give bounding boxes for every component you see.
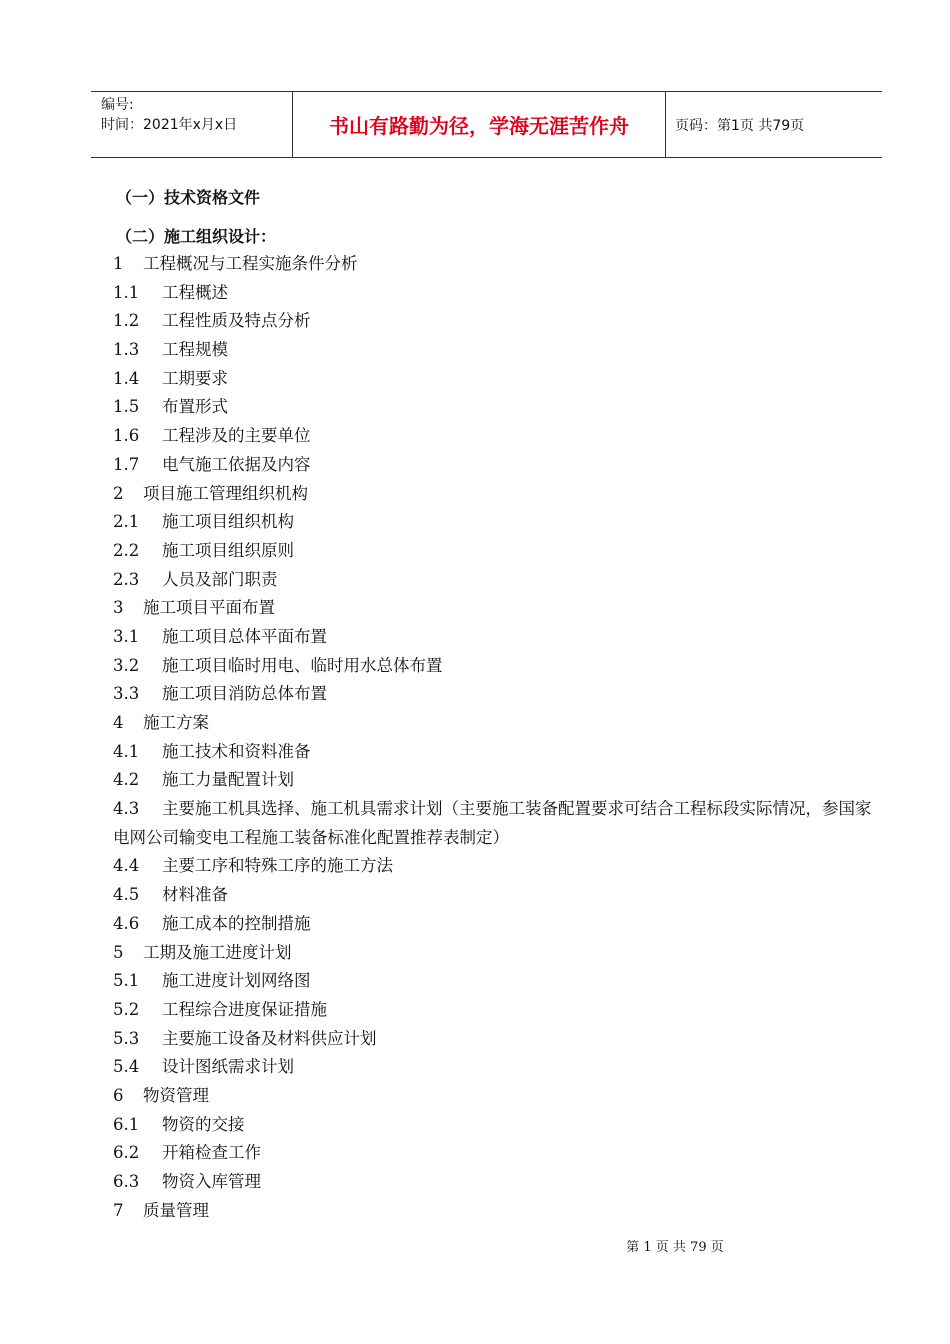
toc-item-number: 2.1 (113, 512, 140, 532)
toc-item-title: 物资的交接 (162, 1114, 245, 1134)
toc-item-title: 施工成本的控制措施 (162, 913, 311, 933)
toc-item-number: 3.1 (113, 626, 140, 646)
toc-item (113, 967, 873, 996)
section-heading-tech-docs: （一）技术资格文件 (116, 188, 261, 207)
toc-item-title: 布置形式 (162, 397, 228, 417)
toc-item-number: 5.3 (113, 1028, 140, 1048)
toc-item (113, 393, 873, 422)
toc-item-number: 5 (113, 942, 124, 962)
toc-item-title: 施工力量配置计划 (162, 770, 294, 790)
toc-item-number: 1.5 (113, 397, 140, 417)
toc-item-title: 施工技术和资料准备 (162, 741, 311, 761)
header-divider (665, 92, 666, 157)
toc-item-title: 材料准备 (162, 885, 228, 905)
toc-item (113, 566, 873, 595)
toc-item-title: 物资管理 (143, 1085, 209, 1105)
toc-item (113, 365, 873, 394)
toc-item-number: 1.2 (113, 311, 140, 331)
toc-item-number: 1.6 (113, 426, 140, 446)
toc-item (113, 1139, 873, 1168)
toc-item (113, 594, 873, 623)
toc-item-title: 主要施工设备及材料供应计划 (162, 1028, 377, 1048)
toc-item (113, 1025, 873, 1054)
toc-item-number: 4.3 (113, 799, 140, 819)
toc-item-title: 工程概况与工程实施条件分析 (143, 254, 358, 273)
toc-item (113, 1111, 873, 1140)
toc-item-number: 3.2 (113, 655, 140, 675)
toc-item-number: 1.4 (113, 368, 140, 388)
toc-item (113, 336, 873, 365)
toc-item-number: 2 (113, 483, 124, 503)
toc-item (113, 939, 873, 968)
toc-item (113, 623, 873, 652)
toc-item-number: 7 (113, 1200, 124, 1220)
toc-item (113, 795, 873, 852)
toc-item-title: 主要施工机具选择、施工机具需求计划（主要施工装备配置要求可结合工程标段实际情况，参国家电网公司输变电工程施工装备标准化配置推荐表制定） (113, 799, 872, 847)
toc-item-title: 工程综合进度保证措施 (162, 999, 327, 1019)
toc-item-title: 施工方案 (143, 713, 209, 732)
toc-item (113, 537, 873, 566)
toc-item-number: 6.1 (113, 1114, 140, 1134)
toc-item-title: 工程性质及特点分析 (162, 311, 311, 331)
toc-item-number: 2.2 (113, 540, 140, 560)
toc-item (113, 709, 873, 738)
toc-item-number: 1.1 (113, 282, 140, 302)
toc-item-title: 人员及部门职责 (162, 569, 278, 589)
id-label: 编号: (101, 97, 134, 113)
toc-item-number: 1.7 (113, 454, 140, 474)
toc-item (113, 1082, 873, 1111)
toc-item-title: 项目施工管理组织机构 (143, 483, 308, 503)
toc-item-title: 施工项目组织原则 (162, 540, 294, 560)
toc-item (113, 766, 873, 795)
toc-item-number: 4.4 (113, 856, 140, 876)
toc-item-number: 4.6 (113, 913, 140, 933)
toc-item (113, 1197, 873, 1226)
toc-item (113, 910, 873, 939)
page-footer (0, 1236, 950, 1255)
toc-item-number: 5.4 (113, 1057, 140, 1077)
toc-item-number: 4.1 (113, 741, 140, 761)
toc-item (113, 852, 873, 881)
table-of-contents (113, 250, 873, 1225)
footer-page-number: 第 1 页 共 79 页 (626, 1240, 724, 1255)
toc-item-title: 施工项目组织机构 (162, 512, 294, 532)
toc-item (113, 451, 873, 480)
toc-item-number: 3 (113, 598, 124, 618)
toc-item (113, 250, 873, 279)
toc-item (113, 508, 873, 537)
toc-item (113, 1053, 873, 1082)
toc-item-number: 1 (113, 254, 124, 273)
toc-item (113, 480, 873, 509)
toc-item-number: 6.3 (113, 1172, 140, 1192)
toc-item-title: 开箱检查工作 (162, 1143, 261, 1163)
toc-item (113, 680, 873, 709)
section-heading-construction-design: （二）施工组织设计： (116, 227, 277, 246)
toc-item-title: 施工项目临时用电、临时用水总体布置 (162, 655, 443, 675)
toc-item-title: 施工进度计划网络图 (162, 971, 311, 991)
toc-item-title: 施工项目总体平面布置 (162, 626, 327, 646)
toc-item-number: 3.3 (113, 684, 140, 704)
toc-item-number: 4.2 (113, 770, 140, 790)
toc-item (113, 422, 873, 451)
toc-item-title: 施工项目消防总体布置 (162, 684, 327, 704)
toc-item (113, 1168, 873, 1197)
toc-item-number: 5.2 (113, 999, 140, 1019)
time-label: 时间：2021年x月x日 (101, 117, 238, 133)
toc-item-title: 工程涉及的主要单位 (162, 426, 311, 446)
header-page-info: 页码：第1页 共79页 (675, 117, 805, 134)
toc-item-title: 施工项目平面布置 (143, 598, 275, 618)
toc-item-number: 6 (113, 1085, 124, 1105)
page-header (91, 91, 882, 158)
toc-item-number: 1.3 (113, 340, 140, 360)
toc-item-title: 物资入库管理 (162, 1172, 261, 1192)
toc-item-title: 工期及施工进度计划 (143, 942, 292, 962)
toc-item (113, 996, 873, 1025)
toc-item-number: 2.3 (113, 569, 140, 589)
header-motto: 书山有路勤为径，学海无涯苦作舟 (329, 114, 629, 138)
toc-item-number: 4 (113, 713, 124, 732)
toc-item-title: 工期要求 (162, 368, 228, 388)
toc-item-title: 质量管理 (143, 1200, 209, 1220)
toc-item (113, 738, 873, 767)
toc-item-title: 主要工序和特殊工序的施工方法 (162, 856, 393, 876)
toc-item-title: 设计图纸需求计划 (162, 1057, 294, 1077)
toc-item-number: 6.2 (113, 1143, 140, 1163)
toc-item-number: 5.1 (113, 971, 140, 991)
toc-item-title: 工程概述 (162, 282, 228, 302)
toc-item-number: 4.5 (113, 885, 140, 905)
toc-item (113, 307, 873, 336)
toc-item-title: 电气施工依据及内容 (162, 454, 311, 474)
toc-item (113, 279, 873, 308)
toc-item-title: 工程规模 (162, 340, 228, 360)
toc-item (113, 652, 873, 681)
toc-item (113, 881, 873, 910)
header-meta (101, 92, 291, 157)
